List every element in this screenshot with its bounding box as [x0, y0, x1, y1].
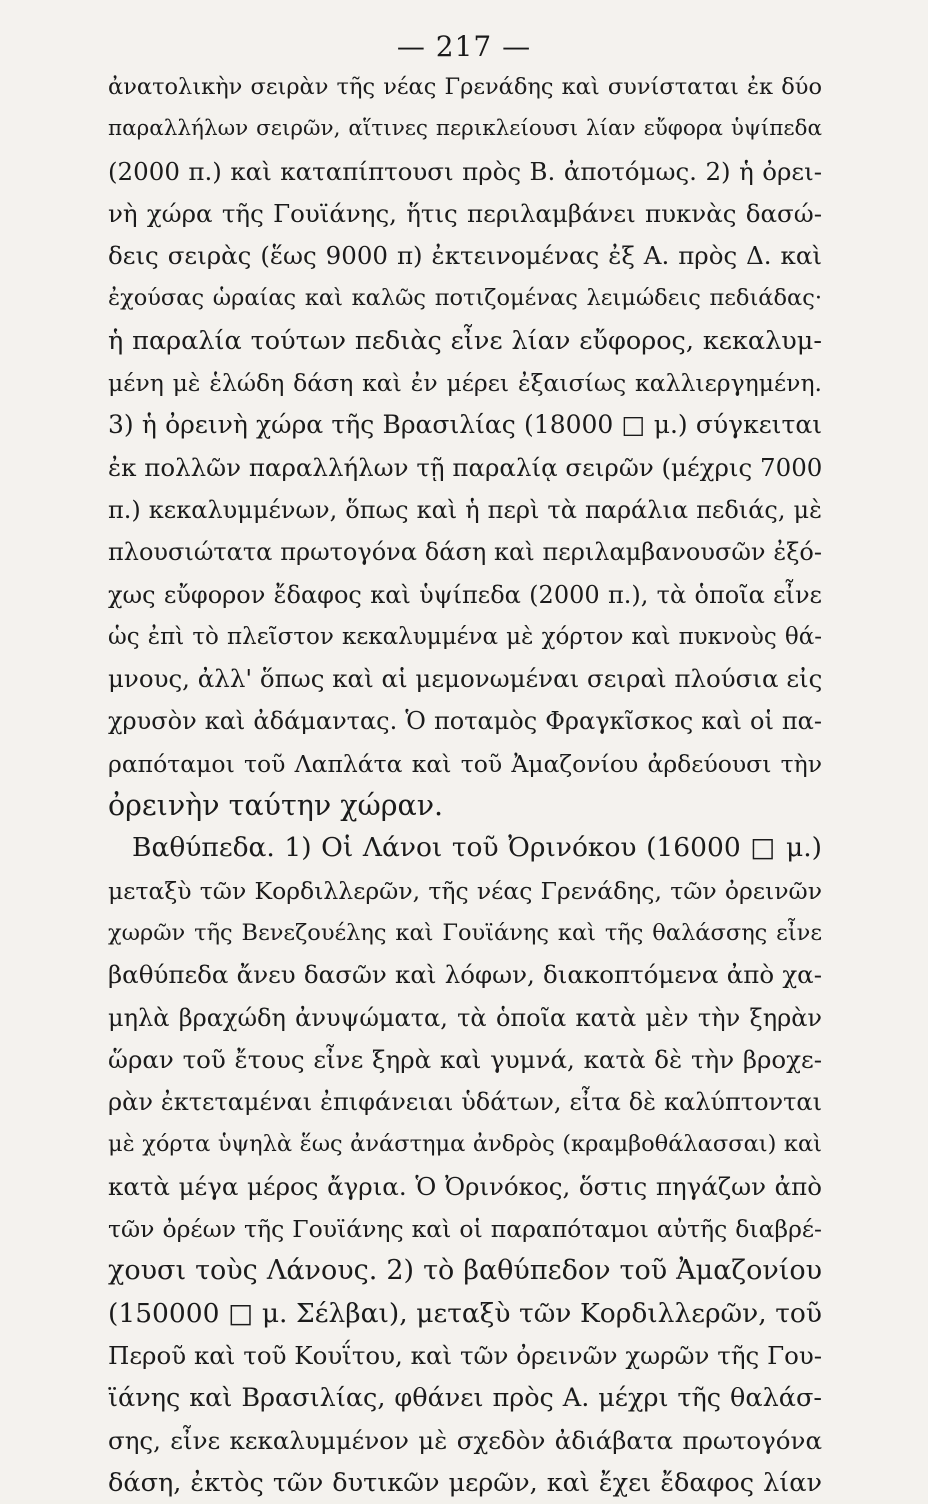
text-line: (150000 □ μ. Σέλβαι), μεταξὺ τῶν Κορδιλλερῶν, τοῦ — [108, 1297, 822, 1329]
body-text — [108, 66, 822, 1504]
text-line: κατὰ μέγα μέρος ἄγρια. Ὁ Ὀρινόκος, ὅστις πηγάζων ἀπὸ — [108, 1171, 822, 1201]
text-line: χουσι τοὺς Λάνους. 2) τὸ βαθύπεδον τοῦ Ἀμαζονίου — [108, 1255, 822, 1287]
text-line: ἡ παραλία τούτων πεδιὰς εἶνε λίαν εὔφορος, κεκαλυμ- — [108, 325, 822, 356]
text-line: ὡς ἐπὶ τὸ πλεῖστον κεκαλυμμένα μὲ χόρτον καὶ πυκνοὺς θά- — [108, 623, 822, 650]
text-line: δάση, ἐκτὸς τῶν δυτικῶν μερῶν, καὶ ἔχει ἔδαφος λίαν — [108, 1467, 822, 1498]
text-line: νὴ χώρα τῆς Γουϊάνης, ἥτις περιλαμβάνει πυκνὰς δασώ- — [108, 198, 822, 228]
text-line: ἐχούσας ὡραίας καὶ καλῶς ποτιζομένας λειμώδεις πεδιάδας· — [108, 285, 822, 312]
text-line: βαθύπεδα ἄνευ δασῶν καὶ λόφων, διακοπτόμενα ἀπὸ χα- — [108, 960, 822, 990]
text-line: ὥραν τοῦ ἔτους εἶνε ξηρὰ καὶ γυμνά, κατὰ δὲ τὴν βροχε- — [108, 1044, 822, 1074]
text-line: σης, εἶνε κεκαλυμμένον μὲ σχεδὸν ἀδιάβατα πρωτογόνα — [108, 1425, 822, 1455]
text-line: 3) ἡ ὀρεινὴ χώρα τῆς Βρασιλίας (18000 □ μ.) σύγκειται — [108, 410, 822, 440]
text-line: μεταξὺ τῶν Κορδιλλερῶν, τῆς νέας Γρενάδης, τῶν ὀρεινῶν — [108, 876, 822, 905]
text-line: τῶν ὀρέων τῆς Γουϊάνης καὶ οἱ παραπόταμοι αὐτῆς διαβρέ- — [108, 1215, 822, 1244]
text-line: Περοῦ καὶ τοῦ Κουΐτου, καὶ τῶν ὀρεινῶν χωρῶν τῆς Γου- — [108, 1340, 822, 1370]
text-line: μὲ χόρτα ὑψηλὰ ἕως ἀνάστημα ἀνδρὸς (κραμβοθάλασσαι) καὶ — [108, 1131, 822, 1158]
text-line: χωρῶν τῆς Βενεζουέλης καὶ Γουϊάνης καὶ τῆς θαλάσσης εἶνε — [108, 919, 822, 946]
text-line: μένη μὲ ἑλώδη δάση καὶ ἐν μέρει ἐξαισίως καλλιεργημένη. — [108, 369, 822, 398]
text-line: ἐκ πολλῶν παραλλήλων τῇ παραλίᾳ σειρῶν (μέχρις 7000 — [108, 452, 823, 482]
text-line: πλουσιώτατα πρωτογόνα δάση καὶ περιλαμβανουσῶν ἐξό- — [108, 538, 822, 567]
text-line: δεις σειρὰς (ἕως 9000 π) ἐκτεινομένας ἐξ Α. πρὸς Δ. καὶ — [108, 241, 822, 271]
text-line: παραλλήλων σειρῶν, αἵτινες περικλείουσι λίαν εὔφορα ὑψίπεδα — [108, 116, 822, 142]
text-line: ραπόταμοι τοῦ Λαπλάτα καὶ τοῦ Ἀμαζονίου ἀρδεύουσι τὴν — [108, 749, 822, 778]
text-line: ρὰν ἐκτεταμέναι ἐπιφάνειαι ὑδάτων, εἶτα δὲ καλύπτονται — [108, 1088, 822, 1117]
text-line: ὀρεινὴν ταύτην χώραν. — [108, 789, 444, 823]
text-line: μηλὰ βραχώδη ἀνυψώματα, τὰ ὁποῖα κατὰ μὲν τὴν ξηρὰν — [108, 1003, 822, 1032]
text-line: χως εὔφορον ἔδαφος καὶ ὑψίπεδα (2000 π.), τὰ ὁποῖα εἶνε — [108, 580, 822, 609]
page-number: — 217 — — [396, 30, 532, 63]
text-line: ϊάνης καὶ Βρασιλίας, φθάνει πρὸς Α. μέχρι τῆς θαλάσ- — [108, 1383, 822, 1414]
text-line: χρυσὸν καὶ ἀδάμαντας. Ὁ ποταμὸς Φραγκῖσκος καὶ οἱ πα- — [108, 707, 822, 736]
text-line: μνους, ἀλλ' ὅπως καὶ αἱ μεμονωμέναι σειραὶ πλούσια εἰς — [108, 664, 823, 694]
text-line: (2000 π.) καὶ καταπίπτουσι πρὸς Β. ἀποτόμως. 2) ἡ ὀρει- — [108, 156, 822, 186]
section-heading-line: Βαθύπεδα. 1) Οἱ Λάνοι τοῦ Ὀρινόκου (16000 □ μ.) — [132, 832, 822, 864]
text-line: ἀνατολικὴν σειρὰν τῆς νέας Γρενάδης καὶ συνίσταται ἐκ δύο — [108, 74, 822, 100]
text-line: π.) κεκαλυμμένων, ὅπως καὶ ἡ περὶ τὰ παράλια πεδιάς, μὲ — [108, 495, 822, 524]
